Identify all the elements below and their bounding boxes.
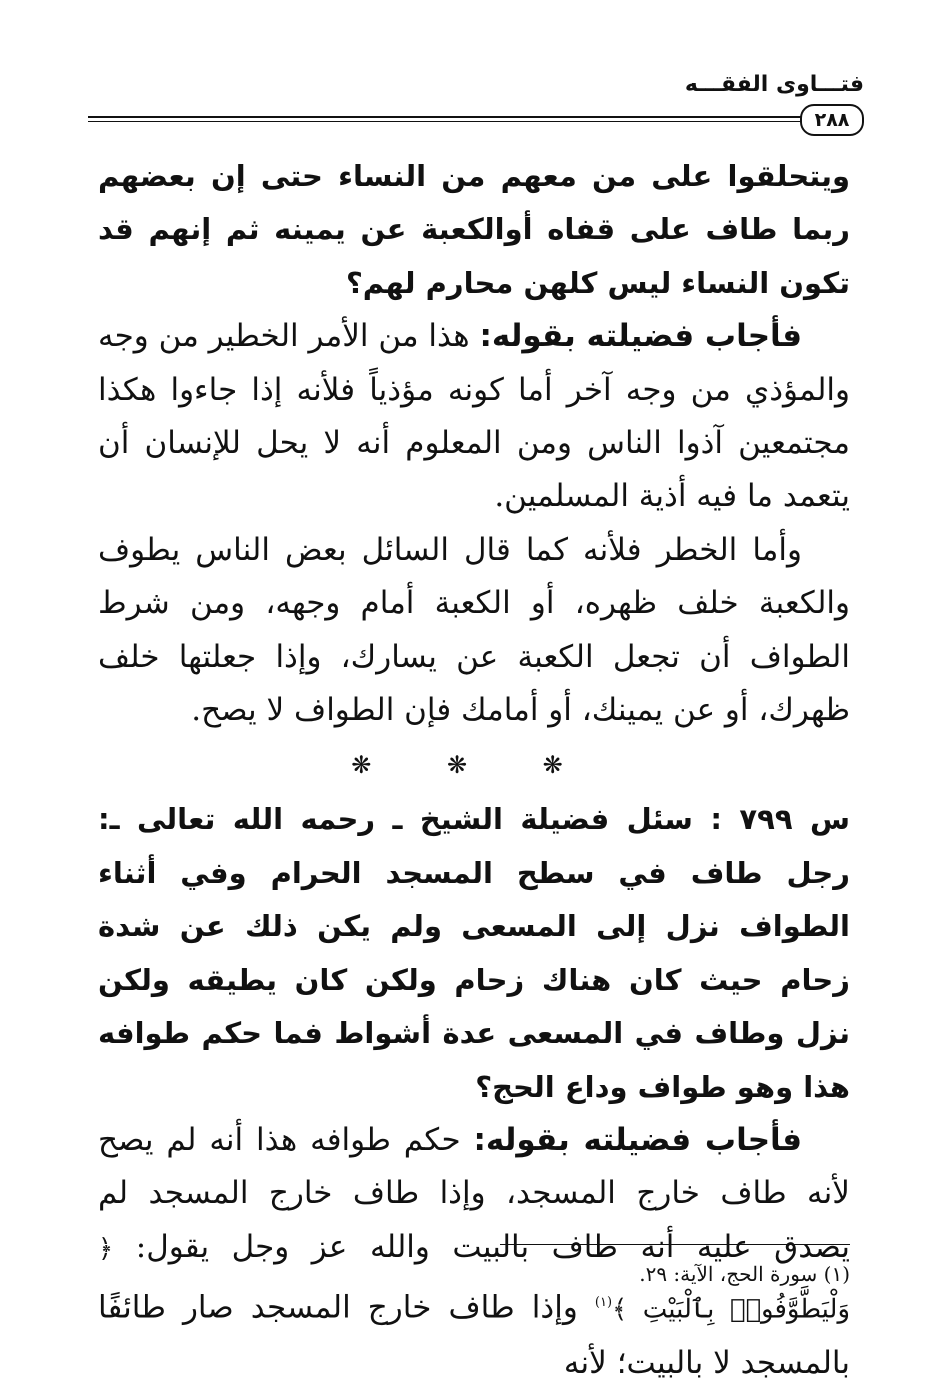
page-number: ٢٨٨	[800, 104, 864, 136]
footnote: (١) سورة الحج، الآية: ٢٩.	[639, 1262, 850, 1286]
book-title: فتـــاوى الفقـــه	[684, 72, 864, 97]
page-body	[98, 150, 850, 1390]
header-rule-thin	[88, 121, 802, 122]
answer-paragraph-2: وأما الخطر فلأنه كما قال السائل بعض الناس يطوف والكعبة خلف ظهره، أو الكعبة أمام وجهه، ومن شرط الطواف أن تجعل الكعبة عن يسارك، وإذا جعلتها خلف ظهرك، أو عن يمينك، أو أمامك فإن الطواف لا يصح.	[98, 531, 850, 729]
footnote-divider	[500, 1244, 850, 1245]
question-text: سئل فضيلة الشيخ ـ رحمه الله تعالى ـ: رجل طاف في سطح المسجد الحرام وفي أثناء الطواف نزل إلى المسعى ولم يكن ذلك عن شدة زحام حيث كان هناك زحام ولكن كان يطيقه ولكن نزل وطاف في المسعى عدة أشواط فما حكم طوافه هذا وهو طواف وداع الحج؟	[98, 802, 850, 1104]
question-number: س ٧٩٩ :	[710, 802, 850, 837]
section-separator: ❋ ❋ ❋	[351, 751, 597, 780]
question-paragraph	[98, 793, 850, 1113]
answer-lead: فأجاب فضيلته بقوله:	[479, 318, 802, 355]
answer-text-2: حكم طوافه هذا أنه لم يصح لأنه طاف خارج المسجد، وإذا طاف خارج المسجد لم يصدق عليه أنه طاف بالبيت والله عز وجل يقول:	[98, 1121, 850, 1265]
question-continuation: ويتحلقوا على من معهم من النساء حتى إن بعضهم ربما طاف على قفاه أوالكعبة عن يمينه ثم إنهم قد تكون النساء ليس كلهن محارم لهم؟	[98, 159, 850, 300]
answer-text-3: وإذا طاف خارج المسجد صار طائفًا بالمسجد لا بالبيت؛ لأنه	[98, 1289, 850, 1381]
footnote-reference: (١)	[594, 1295, 613, 1311]
answer-paragraph	[98, 310, 850, 524]
answer-paragraph-3	[98, 1114, 850, 1390]
header-rule	[88, 116, 802, 118]
page-header	[88, 72, 864, 132]
answer-lead-2: فأجاب فضيلته بقوله:	[473, 1121, 802, 1158]
quran-verse: ﴿ وَلْيَطَّوَّفُوا۟ بِٱلْبَيْتِ ﴾	[98, 1233, 850, 1325]
answer-text: هذا من الأمر الخطير من وجه والمؤذي من وجه آخر أما كونه مؤذياً فلأنه إذا جاءوا هكذا مجتمعين آذوا الناس ومن المعلوم أنه لا يحل للإنسان أن يتعمد ما فيه أذية المسلمين.	[98, 318, 850, 515]
